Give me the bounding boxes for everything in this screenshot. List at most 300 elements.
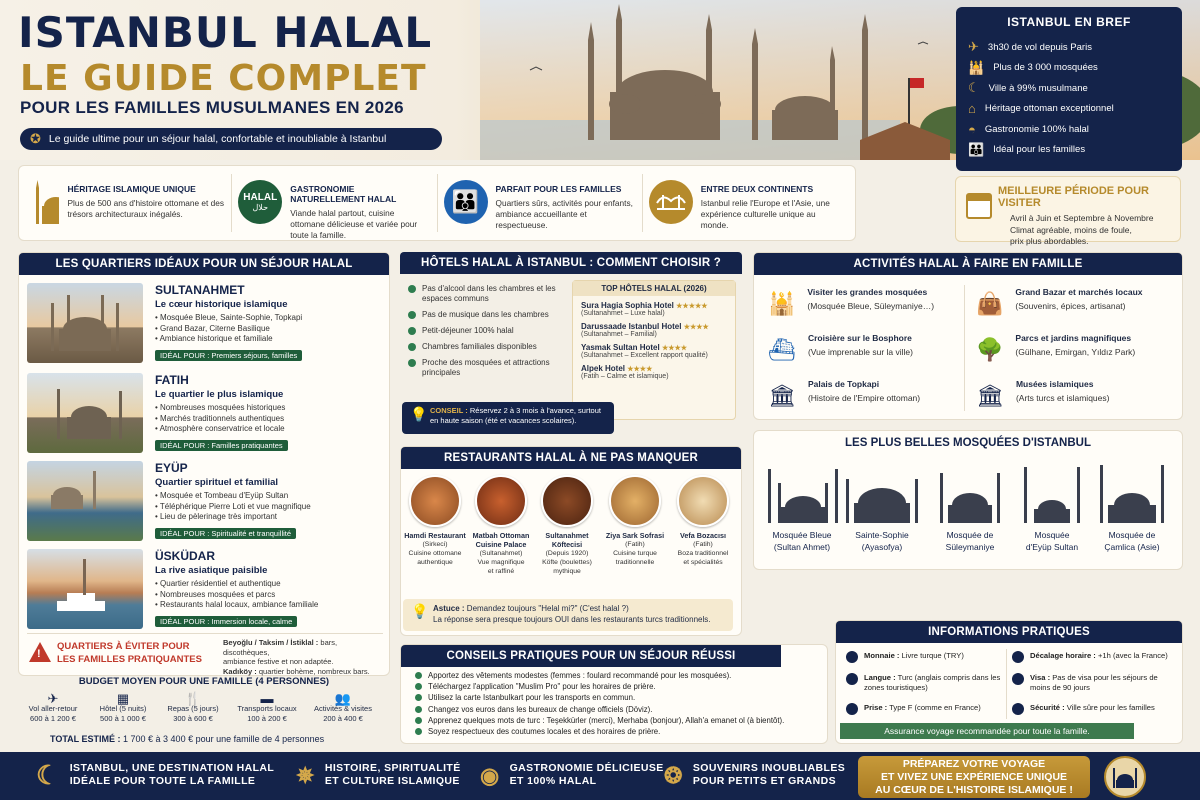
hotel-desc: (Sultanahmet – Familial) — [581, 331, 657, 338]
period-line: prix plus abordables. — [1010, 236, 1089, 246]
info-item — [1012, 651, 1180, 663]
mosque-name: (Ayasofya) — [861, 542, 903, 552]
tips-list — [401, 670, 829, 737]
tips-title: CONSEILS PRATIQUES POUR UN SÉJOUR RÉUSSI — [401, 645, 781, 667]
restaurant-name: Matbah Ottoman Cuisine Palace — [472, 531, 530, 549]
shield-icon — [1012, 703, 1024, 715]
activity-desc: (Souvenirs, épices, artisanat) — [1015, 301, 1126, 311]
activity-title: Musées islamiques — [1015, 379, 1094, 389]
ideal-for-badge: IDÉAL POUR : Spiritualité et tranquillité — [155, 528, 296, 539]
food-photo — [677, 475, 729, 527]
restaurant-desc: Cuisine ottomane — [408, 550, 462, 557]
restaurant-desc: et spécialités — [683, 559, 723, 566]
feature-title: PARFAIT POUR LES FAMILLES — [495, 184, 622, 194]
hotel-name: Yasmak Sultan Hotel — [581, 343, 660, 352]
criteria-item — [408, 358, 568, 378]
camlica-silhouette — [1100, 465, 1164, 523]
budget-value: 600 à 1 200 € — [30, 714, 76, 723]
halal-badge-text: HALAL — [243, 192, 278, 203]
food-photo — [475, 475, 527, 527]
budget-item — [158, 691, 228, 724]
hagia-sophia-silhouette — [846, 479, 918, 523]
hotel-desc: (Sultanahmet – Luxe halal) — [581, 310, 665, 317]
restaurant-area: (Depuis 1920) — [545, 550, 589, 557]
criteria-item — [408, 284, 568, 304]
bridge-icon — [649, 180, 693, 224]
info-item — [1012, 703, 1180, 715]
dome-icon: ⌂ — [968, 101, 976, 117]
lightbulb-icon: 💡 — [411, 603, 429, 619]
suleymaniye-silhouette — [940, 473, 1000, 523]
activity-title: Parcs et jardins magnifiques — [1015, 333, 1132, 343]
neighborhood-point: • Restaurants halal locaux, ambiance familiale — [155, 600, 318, 611]
feature-title: ENTRE DEUX CONTINENTS — [700, 184, 814, 194]
mosque-caption — [1012, 529, 1092, 553]
period-line: Avril à Juin et Septembre à Novembre — [1010, 213, 1154, 223]
activities-icon: 👥 — [334, 691, 352, 706]
criteria-item — [408, 310, 568, 320]
top-hotels-box — [572, 280, 736, 420]
tip-text: Apportez des vêtements modestes (femmes : foulard recommandé pour les mosquées). — [428, 671, 732, 680]
feature-continents — [643, 174, 847, 232]
avoid-details — [223, 638, 383, 676]
budget-total-label: TOTAL ESTIMÉ : — [50, 734, 121, 744]
info-text: Turc (anglais compris dans les zones touristiques) — [864, 673, 1001, 692]
avoid-title — [57, 640, 202, 666]
hotel-name: Sura Hagia Sophia Hotel — [581, 301, 674, 310]
budget-value: 100 à 200 € — [247, 714, 287, 723]
budget-item — [88, 691, 158, 724]
restaurant-desc: traditionnelle — [615, 559, 655, 566]
check-icon — [415, 683, 422, 690]
avoid-neighborhoods — [27, 633, 383, 676]
crescent-icon: ☾ — [968, 80, 980, 96]
neighborhood-photo — [27, 283, 143, 363]
footer-text: ET 100% HALAL — [509, 775, 597, 787]
budget-total — [50, 734, 324, 744]
tip-item — [401, 670, 829, 681]
mosque-caption — [762, 529, 842, 553]
palace-icon: 🏛 — [768, 383, 796, 408]
cta-text: PRÉPAREZ VOTRE VOYAGE — [902, 758, 1046, 770]
meal-icon: 🍴 — [184, 691, 202, 706]
tip-text: Utilisez la carte Istanbulkart pour les transports en commun. — [428, 693, 636, 703]
food-photo — [409, 475, 461, 527]
brief-item — [968, 37, 1170, 58]
ideal-for-badge: IDÉAL POUR : Immersion locale, calme — [155, 616, 297, 627]
plane-icon: ✈ — [47, 691, 59, 706]
hotel-entry — [581, 301, 727, 310]
activity-item — [768, 333, 913, 363]
practical-info-panel — [835, 620, 1183, 744]
neighborhood-subtitle: Le quartier le plus islamique — [155, 389, 284, 400]
neighborhood-point: • Marchés traditionnels authentiques — [155, 414, 288, 425]
activity-title: Visiter les grandes mosquées — [807, 287, 928, 297]
lantern-icon: ✵ — [296, 762, 315, 788]
mosque-seal-icon — [1104, 756, 1146, 798]
neighborhood-point: • Atmosphère conservatrice et locale — [155, 424, 288, 435]
cta-text: AU CŒUR DE L'HISTOIRE ISLAMIQUE ! — [875, 784, 1073, 796]
hotels-title: HÔTELS HALAL À ISTANBUL : COMMENT CHOISIR ? — [400, 252, 742, 274]
bag-icon: 👜 — [976, 291, 1004, 316]
star-rating: ★★★★ — [627, 366, 653, 373]
feature-families — [438, 174, 643, 232]
mosque-icon: 🕌 — [768, 291, 796, 316]
hotel-desc: (Fatih – Calme et islamique) — [581, 373, 669, 380]
best-period-box — [955, 176, 1181, 246]
activity-desc: (Histoire de l'Empire ottoman) — [807, 393, 921, 403]
mosque-name: Mosquée de — [946, 530, 994, 540]
check-icon — [415, 672, 422, 679]
ideal-for-badge: IDÉAL POUR : Familles pratiquantes — [155, 440, 288, 451]
feature-text: Plus de 500 ans d'histoire ottomane et des trésors architecturaux inégalés. — [67, 198, 225, 219]
tip-item — [401, 704, 829, 715]
tip-label: Astuce : — [433, 604, 465, 613]
budget-label: Hôtel (5 nuits) — [99, 704, 147, 713]
neighborhood-point: • Quartier résidentiel et authentique — [155, 579, 318, 590]
mosque-name: Mosquée de — [1108, 530, 1156, 540]
restaurant-area: (Sultanahmet) — [479, 550, 523, 557]
tree-icon: 🌳 — [976, 337, 1004, 362]
tip-item — [401, 692, 829, 703]
restaurant-desc: authentique — [417, 559, 453, 566]
info-text: Pas de visa pour les séjours de moins de 90 jours — [1030, 673, 1158, 692]
divider — [964, 285, 965, 411]
tip-text: Réservez 2 à 3 mois à l'avance, surtout en haute saison (été et vacances scolaires). — [430, 406, 601, 425]
info-label: Décalage horaire : — [1030, 651, 1096, 660]
mosque-caption — [842, 529, 922, 553]
eyup-silhouette — [1024, 467, 1080, 523]
info-label: Prise : — [864, 703, 888, 712]
footer-item — [480, 762, 664, 788]
check-icon — [408, 311, 416, 319]
info-item — [846, 673, 1004, 693]
subtitle-guide: LE GUIDE COMPLET — [20, 58, 427, 99]
brief-item — [968, 140, 1170, 161]
hotel-criteria-list — [408, 284, 568, 384]
info-label: Monnaie : — [864, 651, 900, 660]
brief-text: Idéal pour les familles — [993, 144, 1086, 156]
cta-banner — [858, 756, 1090, 798]
brief-item — [968, 119, 1170, 140]
neighborhood-name: ÜSKÜDAR — [155, 549, 215, 563]
hotel-name: Alpek Hotel — [581, 364, 626, 373]
footer-text: ET CULTURE ISLAMIQUE — [324, 775, 460, 787]
footer-item — [296, 762, 461, 788]
info-title: INFORMATIONS PRATIQUES — [836, 621, 1182, 643]
restaurant-area: (Fatih) — [625, 541, 645, 548]
info-text: Type F (comme en France) — [887, 703, 981, 712]
dish-icon: ◓ — [968, 121, 976, 137]
criteria-text: Pas d'alcool dans les chambres et les espaces communs — [422, 284, 556, 303]
family-icon: 👪 — [968, 141, 985, 157]
tip-label: CONSEIL : — [430, 406, 468, 415]
food-icon: ◉ — [480, 762, 500, 788]
activity-desc: (Arts turcs et islamiques) — [1015, 393, 1110, 403]
transport-icon: ▬ — [260, 691, 274, 706]
check-icon — [415, 694, 422, 701]
footer-text: ISTANBUL, UNE DESTINATION HALAL — [69, 762, 275, 774]
halal-badge-icon — [238, 180, 282, 224]
mosques-panel — [753, 430, 1183, 570]
activity-title: Grand Bazar et marchés locaux — [1015, 287, 1143, 297]
neighborhood-point: • Téléphérique Pierre Loti et vue magnifique — [155, 502, 311, 513]
neighborhood-photo — [27, 373, 143, 453]
footer-item — [36, 759, 275, 790]
criteria-item — [408, 342, 568, 352]
neighborhood-point: • Mosquée Bleue, Sainte-Sophie, Topkapi — [155, 313, 302, 324]
footer-text: HISTOIRE, SPIRITUALITÉ — [324, 762, 461, 774]
restaurant-name: Sultanahmet Köftecisi — [545, 531, 589, 549]
mosque-caption — [930, 529, 1010, 553]
tip-item — [401, 726, 829, 737]
activity-item — [976, 379, 1109, 409]
activity-desc: (Gülhane, Emirgan, Yıldız Park) — [1015, 347, 1136, 357]
tip-text: Soyez respectueux des coutumes locales et des horaires de prière. — [428, 727, 661, 737]
budget-panel — [18, 676, 390, 748]
hotels-panel — [400, 252, 742, 438]
mosque-icon: 🕌 — [968, 59, 985, 75]
info-label: Sécurité : — [1030, 703, 1065, 712]
budget-label: Activités & visites — [314, 704, 372, 713]
hotel-entry — [581, 322, 727, 331]
hotel-name: Darussaade Istanbul Hotel — [581, 322, 682, 331]
activity-desc: (Vue imprenable sur la ville) — [807, 347, 913, 357]
lightbulb-icon: 💡 — [410, 406, 428, 422]
info-item — [846, 651, 1004, 663]
criteria-text: Pas de musique dans les chambres — [422, 310, 549, 319]
budget-item — [18, 691, 88, 724]
hotel-entry — [581, 364, 727, 373]
check-icon — [408, 285, 416, 293]
neighborhood-point: • Nombreuses mosquées et parcs — [155, 590, 318, 601]
check-icon — [415, 717, 422, 724]
budget-title: BUDGET MOYEN POUR UNE FAMILLE (4 PERSONNES) — [78, 676, 330, 687]
plug-icon — [846, 703, 858, 715]
info-text: Livre turque (TRY) — [899, 651, 964, 660]
criteria-text: Proche des mosquées et attractions principales — [422, 358, 550, 377]
activity-item — [768, 287, 934, 317]
top-hotels-title: TOP HÔTELS HALAL (2026) — [573, 281, 735, 296]
food-photo — [541, 475, 593, 527]
info-item — [1012, 673, 1180, 693]
restaurant-desc: Vue magnifique — [477, 559, 525, 566]
footer-text: POUR PETITS ET GRANDS — [692, 775, 837, 787]
footer-text: IDÉALE POUR TOUTE LA FAMILLE — [69, 775, 256, 787]
neighborhood-photo — [27, 549, 143, 629]
restaurant-area: (Sirkeci) — [422, 541, 448, 548]
tagline-pill — [20, 128, 442, 150]
feature-title: HÉRITAGE ISLAMIQUE UNIQUE — [67, 184, 196, 194]
tip-item — [401, 681, 829, 692]
restaurant-card — [603, 475, 667, 567]
neighborhood-point: • Grand Bazar, Citerne Basilique — [155, 324, 302, 335]
budget-value: 500 à 1 000 € — [100, 714, 146, 723]
neighborhood-subtitle: Quartier spirituel et familial — [155, 477, 279, 488]
criteria-text: Chambres familiales disponibles — [422, 342, 537, 351]
check-icon — [408, 359, 416, 367]
ideal-for-badge: IDÉAL POUR : Premiers séjours, familles — [155, 350, 302, 361]
restaurant-card — [469, 475, 533, 576]
ship-icon: ⛴ — [768, 337, 796, 362]
period-line: Climat agréable, moins de foule, — [1010, 224, 1132, 235]
passport-icon — [1012, 673, 1024, 685]
neighborhood-subtitle: Le cœur historique islamique — [155, 299, 288, 310]
footer-bar — [0, 752, 1200, 800]
star-rating: ★★★★ — [683, 324, 709, 331]
avoid-title-line: LES FAMILLES PRATIQUANTES — [57, 654, 202, 665]
criteria-text: Petit-déjeuner 100% halal — [422, 326, 514, 335]
feature-heritage — [27, 174, 232, 232]
period-title: MEILLEURE PÉRIODE POUR VISITER — [998, 185, 1149, 209]
ornament-icon: ❂ — [664, 762, 683, 788]
brief-text: Héritage ottoman exceptionnel — [984, 103, 1114, 115]
neighborhood-name: SULTANAHMET — [155, 283, 245, 297]
istanbul-brief-box — [956, 7, 1182, 171]
subtitle-audience: POUR LES FAMILLES MUSULMANES EN 2026 — [20, 98, 404, 117]
brief-text: 3h30 de vol depuis Paris — [987, 41, 1092, 53]
activity-title: Palais de Topkapi — [807, 379, 880, 389]
restaurant-desc: Cuisine turque — [613, 550, 657, 557]
tip-text: La réponse sera presque toujours OUI dans les restaurants turcs traditionnels. — [433, 615, 711, 624]
insurance-banner: Assurance voyage recommandée pour toute la famille. — [840, 723, 1134, 739]
restaurant-card — [535, 475, 599, 576]
neighborhood-sultanahmet — [27, 283, 383, 367]
star-rating: ★★★★★ — [676, 303, 708, 310]
info-text: Ville sûre pour les familles — [1064, 703, 1155, 712]
star-rating: ★★★★ — [661, 345, 688, 352]
feature-gastronomy — [232, 174, 437, 240]
footer-text: SOUVENIRS INOUBLIABLES — [692, 762, 846, 774]
features-row — [18, 165, 856, 241]
budget-total-value: 1 700 € à 3 400 € pour une famille de 4 personnes — [120, 734, 325, 744]
halal-badge-arabic: حلال — [252, 203, 269, 212]
tip-text: Téléchargez l'application "Muslim Pro" pour les horaires de prière. — [428, 682, 656, 692]
info-label: Visa : — [1030, 673, 1051, 682]
feature-text: Viande halal partout, cuisine ottomane délicieuse et variée pour toute la famille. — [290, 208, 418, 240]
mosque-icon — [33, 176, 59, 228]
restaurant-desc: mythique — [553, 568, 581, 575]
mosque-name: d'Eyüp Sultan — [1025, 542, 1079, 552]
emblem-icon: ✪ — [30, 131, 41, 146]
restaurant-desc: Boza traditionnel — [677, 550, 729, 557]
restaurant-area: (Fatih) — [693, 541, 713, 548]
restaurant-card — [403, 475, 467, 567]
neighborhood-photo — [27, 461, 143, 541]
activities-title: ACTIVITÉS HALAL À FAIRE EN FAMILLE — [754, 253, 1182, 275]
avoid-area: Beyoğlu / Taksim / İstiklal : — [223, 638, 319, 647]
budget-value: 200 à 400 € — [323, 714, 363, 723]
main-title: ISTANBUL HALAL — [18, 8, 433, 57]
brief-text: Gastronomie 100% halal — [984, 123, 1089, 135]
restaurant-name: Vefa Bozacısı — [680, 531, 726, 540]
avoid-reason: bars, discothèques, — [223, 638, 338, 657]
mosque-silhouettes — [754, 459, 1184, 529]
restaurant-name: Ziya Sark Sofrasi — [605, 531, 665, 540]
brief-text: Plus de 3 000 mosquées — [993, 62, 1098, 74]
avoid-area: Kadıköy : — [223, 666, 257, 676]
tip-text: Changez vos euros dans les bureaux de change officiels (Döviz). — [428, 704, 653, 714]
divider — [1006, 649, 1007, 719]
neighborhood-point: • Nombreuses mosquées historiques — [155, 403, 288, 414]
neighborhood-fatih — [27, 373, 383, 457]
neighborhood-name: FATIH — [155, 373, 189, 387]
neighborhood-subtitle: La rive asiatique paisible — [155, 565, 268, 576]
check-icon — [408, 343, 416, 351]
budget-label: Vol aller-retour — [28, 704, 78, 713]
activity-item — [976, 333, 1135, 363]
family-icon: 👪 — [444, 180, 488, 224]
practical-tips-panel — [400, 644, 828, 744]
calendar-icon — [966, 193, 992, 219]
avoid-title-line: QUARTIERS À ÉVITER POUR — [57, 641, 190, 652]
neighborhood-eyup — [27, 461, 383, 545]
hotel-icon: ▦ — [116, 691, 130, 706]
neighborhood-uskudar — [27, 549, 383, 633]
warning-exclaim: ! — [37, 648, 41, 660]
feature-title: GASTRONOMIE NATURELLEMENT HALAL — [290, 184, 397, 204]
food-photo — [609, 475, 661, 527]
neighborhood-point: • Mosquée et Tombeau d'Eyüp Sultan — [155, 491, 311, 502]
mosque-name: Çamlica (Asie) — [1104, 542, 1160, 552]
tip-text: Apprenez quelques mots de turc : Teşekkürler (merci), Merhaba (bonjour), Allah'a emanet ol (à bientôt). — [428, 715, 785, 725]
info-label: Langue : — [864, 673, 896, 682]
restaurant-name: Hamdi Restaurant — [404, 531, 466, 540]
neighborhood-name: EYÜP — [155, 461, 188, 475]
check-icon — [408, 327, 416, 335]
activities-panel — [753, 252, 1183, 420]
neighborhoods-panel — [18, 252, 390, 676]
blue-mosque-silhouette — [768, 469, 838, 523]
crescent-icon: ☾ — [36, 759, 60, 790]
footer-text: GASTRONOMIE DÉLICIEUSE — [509, 762, 664, 774]
brief-text: Ville à 99% musulmane — [988, 82, 1088, 94]
activity-item — [976, 287, 1143, 317]
info-text: +1h (avec la France) — [1095, 651, 1168, 660]
mosque-caption — [1092, 529, 1172, 553]
budget-value: 300 à 600 € — [173, 714, 213, 723]
activity-item — [768, 379, 920, 409]
booking-tip — [402, 402, 614, 434]
restaurant-desc: et raffiné — [487, 568, 515, 575]
mosque-name: Süleymaniye — [945, 542, 995, 552]
hotel-desc: (Sultanahmet – Excellent rapport qualité) — [581, 352, 708, 359]
museum-icon: 🏛 — [976, 383, 1004, 408]
mosque-name: Mosquée — [1034, 530, 1070, 540]
feature-text: Quartiers sûrs, activités pour enfants, ambiance accueillante et respectueuse. — [495, 198, 633, 230]
budget-label: Transports locaux — [237, 704, 297, 713]
clock-icon — [1012, 651, 1024, 663]
neighborhoods-title: LES QUARTIERS IDÉAUX POUR UN SÉJOUR HALAL — [19, 253, 389, 275]
mosque-name: Mosquée Bleue — [772, 530, 832, 540]
money-icon — [846, 651, 858, 663]
brief-item — [968, 78, 1170, 99]
mosques-title: LES PLUS BELLES MOSQUÉES D'ISTANBUL — [845, 437, 1091, 449]
mosque-name: Sainte-Sophie — [855, 530, 909, 540]
halal-tip — [403, 599, 733, 631]
criteria-item — [408, 326, 568, 336]
restaurant-card — [671, 475, 735, 567]
tip-text: Demandez toujours "Helal mi?" (C'est halal ?) — [464, 604, 629, 613]
budget-label: Repas (5 jours) — [167, 704, 219, 713]
neighborhood-point: • Ambiance historique et familiale — [155, 334, 302, 345]
brief-item — [968, 99, 1170, 120]
feature-text: Istanbul relie l'Europe et l'Asie, une expérience culturelle unique au monde. — [700, 198, 830, 230]
plane-icon: ✈ — [968, 39, 979, 55]
brief-title: ISTANBUL EN BREF — [1007, 15, 1131, 29]
avoid-reason: quartier bohème, nombreux bars. — [256, 666, 370, 676]
language-icon — [846, 673, 858, 685]
